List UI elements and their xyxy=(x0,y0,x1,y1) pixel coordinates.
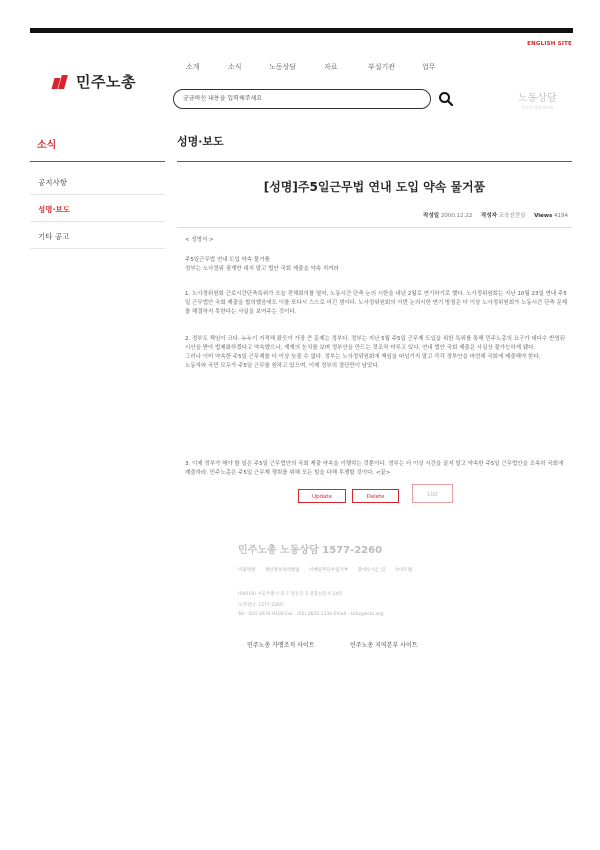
footer-contact: Tel : (02) 2670-9100 Fax : (02) 2635-1134 Email : kctu@kctu.org xyxy=(238,612,384,617)
nav-item-news[interactable]: 소식 xyxy=(228,63,242,71)
search-input[interactable] xyxy=(183,95,413,102)
article-paragraph-3: 3. 이제 정부가 해야 할 일은 주5일 근무법안의 국회 제출 약속을 이행하는 것뿐이다. 정부는 더 이상 시간을 끌지 말고 약속한 주5일 근무법안을 조속히 국회에 제출하라. 민주노총은 주5일 근무제 쟁취를 위해 모든 힘을 다해 투쟁할 것이다. <끝> xyxy=(185,461,564,476)
sidebar-title: 소식 xyxy=(37,140,57,151)
footer-link-directions[interactable]: 찾아오시는 길 xyxy=(357,568,386,573)
nav-item-resources[interactable]: 자료 xyxy=(324,63,338,71)
article-subtitle: 주5일근무법 연내 도입 약속 물거품 정부는 노사정위 핑계만 대지 말고 법안 국회 제출을 약속 지켜라 xyxy=(185,257,339,272)
list-button[interactable]: List xyxy=(412,484,453,503)
delete-button[interactable]: Delete xyxy=(352,489,399,503)
counsel-link[interactable] xyxy=(518,89,557,111)
nav-item-about[interactable]: 소개 xyxy=(186,63,200,71)
footer-affiliates-site-link[interactable]: 민주노총 가맹조직 사이트 xyxy=(247,642,315,649)
article-heading-tag: < 성명서 > xyxy=(185,237,214,243)
article-views: 4194 xyxy=(554,213,568,219)
sidebar-separator xyxy=(30,194,165,195)
footer-link-terms[interactable]: 이용약관 xyxy=(238,568,256,573)
sidebar-separator xyxy=(30,221,165,222)
footer-title: 민주노총 노동상담 1577-2260 xyxy=(238,545,383,556)
sidebar-item-other-notices[interactable]: 기타 공고 xyxy=(38,232,70,241)
article-author: 교육선전실 xyxy=(498,213,526,219)
sidebar-separator xyxy=(30,248,165,249)
article-title: [성명]주5일근무법 연내 도입 약속 물거품 xyxy=(263,180,486,194)
article-paragraph-1: 1. 노사정위원회 근로시간단축특위가 오늘 전체회의를 열어, 노동시간 단축 논의 시한을 내년 2월로 연기하기로 했다. 노사정위원회는 지난 10월 23일 연내 주5일 근무법안 국회 제출을 합의했음에도 이를 또다시 스스로 어긴 셈이다. 노사정위원회의 이번 논의시한 연기 방침은 더 이상 노사정위원회가 노동시간 단축 문제를 해결하지 못한다는 사실을 보여주는 것이다. xyxy=(185,291,568,315)
footer-address: (04519) 서울특별시 중구 정동길 3 경향신문사 14층 xyxy=(238,592,343,597)
article-date: 2000.12.22 xyxy=(440,213,473,219)
footer-link-privacy[interactable]: 개인정보처리방침 xyxy=(264,568,300,573)
main-divider xyxy=(177,161,572,162)
logo-mark-icon xyxy=(53,75,73,89)
counsel-title: 노동상담 xyxy=(518,93,557,104)
counsel-subtitle: 온라인 상담게시판 xyxy=(521,105,554,110)
top-bar xyxy=(30,28,573,33)
search-icon[interactable] xyxy=(438,91,454,107)
search-box xyxy=(173,89,431,109)
footer-links xyxy=(238,567,420,573)
views-label: Views xyxy=(534,213,553,219)
meta-divider xyxy=(177,227,572,228)
footer-link-sitemap[interactable]: 사이트맵 xyxy=(394,568,412,573)
article-meta xyxy=(423,211,568,219)
sidebar-divider xyxy=(30,161,165,162)
logo-text: 민주노총 xyxy=(76,73,136,91)
nav-item-work[interactable]: 업무 xyxy=(422,63,436,71)
page-title: 성명·보도 xyxy=(177,135,224,148)
sidebar-item-statements[interactable]: 성명·보도 xyxy=(38,205,70,214)
footer-customer-center: 고객센터: 1577-2260 xyxy=(238,603,283,608)
nav-item-counsel[interactable]: 노동상담 xyxy=(269,63,297,71)
english-site-link[interactable]: ENGLISH SITE xyxy=(527,41,572,47)
author-label: 작성자 xyxy=(481,213,498,219)
nav-item-affiliates[interactable]: 부설기관 xyxy=(368,63,396,71)
sidebar-item-notices[interactable]: 공지사항 xyxy=(38,178,67,187)
site-logo[interactable] xyxy=(53,71,136,92)
date-label: 작성일 xyxy=(423,213,440,219)
article-paragraph-2: 2. 정부도 책임이 크다. 누누이 지적해 왔듯이 가장 큰 문제는 정부다. 정부는 지난 5월 주5일 근무제 도입을 위한 특위를 통해 민주노총의 요구가 대다수 반영된 시안을 받아 법제화하겠다고 약속했으나, 재계의 눈치를 보며 정부안을 만드는 것조차 미루고 있다. 연내 법안 국회 제출은 사실상 불가능하게 됐다. 그러나 이미 약속한 주5일 근무제를 더 이상 늦출 수 없다. 정부는 노사정위원회에 책임을 떠넘기지 말고 즉각 정부안을 마련해 국회에 제출해야 한다. 노동자와 국민 모두가 주5일 근무를 원하고 있으며, 이제 정부의 결단만이 남았다. xyxy=(185,336,566,369)
footer-link-email-policy[interactable]: 이메일무단수집거부 xyxy=(309,568,349,573)
update-button[interactable]: Update xyxy=(298,489,346,503)
footer-regional-site-link[interactable]: 민주노총 지역본부 사이트 xyxy=(350,642,418,649)
